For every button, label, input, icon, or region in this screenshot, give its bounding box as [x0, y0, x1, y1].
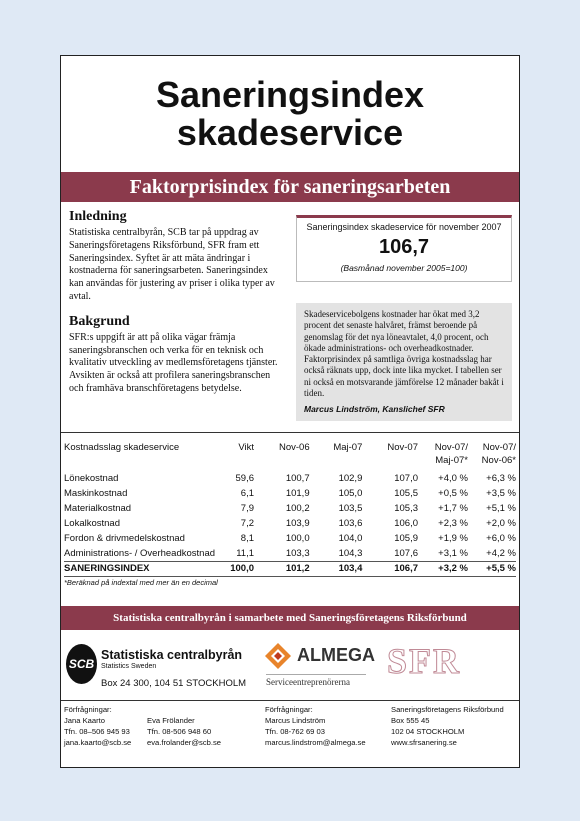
section-text-bakgrund: SFR:s uppgift är att på olika vägar främja saneringsbranschen och verka för en teknisk och kvalitativ utveckling av medlemsföretagens tjänster. Avsikten är också att profilera saneringsbranschen och framhäva branschföretagens betydelse. — [69, 331, 278, 394]
table-cell: Administrations- / Overheadkostnad — [64, 547, 216, 559]
table-cell: 100,0 — [285, 533, 310, 544]
table-cell: 103,6 — [338, 518, 363, 529]
table-cell: 7,2 — [240, 518, 254, 529]
index-box — [296, 215, 512, 282]
scb-english: Statistics Sweden — [101, 663, 157, 670]
table-cell: 103,4 — [310, 561, 363, 576]
contact-phone: Tfn. 08-506 948 60 — [147, 727, 212, 736]
table-cell: 104,0 — [338, 533, 363, 544]
almega-logo-icon — [264, 642, 292, 670]
divider — [61, 700, 519, 701]
collaboration-banner: Statistiska centralbyrån i samarbete med Saneringsföretagens Riksförbund — [61, 606, 519, 630]
table-total-row — [64, 561, 516, 576]
table-cell: 105,5 — [394, 488, 418, 499]
contact-phone: Tfn. 08–506 945 93 — [64, 727, 130, 736]
col-header: Nov-07 — [387, 442, 418, 453]
contact-scb-2 — [147, 715, 221, 748]
table-row — [64, 531, 516, 546]
table-row — [64, 471, 516, 486]
contact-org: Saneringsföretagens Riksförbund — [391, 705, 504, 714]
table-cell: SANERINGSINDEX — [64, 561, 224, 576]
table-cell: 104,3 — [338, 547, 363, 559]
title-line-2: skadeservice — [176, 112, 404, 153]
table-cell: 100,7 — [285, 473, 310, 484]
col-header: Vikt — [238, 442, 254, 453]
contact-web: www.sfrsanering.se — [391, 738, 457, 747]
table-cell: +3,5 % — [486, 488, 516, 499]
table-cell: Lönekostnad — [64, 473, 119, 484]
table-cell: 105,0 — [338, 488, 363, 499]
index-caption: Saneringsindex skadeservice för november 2007 — [306, 222, 502, 232]
almega-sub: Serviceentreprenörerna — [266, 674, 366, 687]
section-banner: Faktorprisindex för saneringsarbeten — [61, 172, 519, 202]
table-cell: +0,5 % — [438, 488, 468, 499]
table-header-row — [64, 441, 516, 471]
table-cell: Maskinkostnad — [64, 488, 128, 499]
table-cell: +4,2 % — [486, 547, 516, 559]
table-cell: +6,0 % — [486, 533, 516, 544]
table-cell: +4,0 % — [438, 473, 468, 484]
section-heading-inledning: Inledning — [69, 209, 127, 224]
contact-email: marcus.lindstrom@almega.se — [265, 738, 366, 747]
table-cell: 102,9 — [338, 473, 363, 484]
quote-signature: Marcus Lindström, Kanslichef SFR — [304, 404, 445, 415]
col-header: Kostnadsslag skadeservice — [64, 442, 180, 453]
scb-name: Statistiska centralbyrån — [101, 648, 243, 662]
table-row — [64, 486, 516, 501]
quote-box — [296, 303, 512, 421]
table-cell: +1,7 % — [438, 503, 468, 514]
table-cell: 6,1 — [240, 488, 254, 499]
contact-sfr — [391, 704, 504, 748]
title-line-1: Saneringsindex — [155, 74, 425, 115]
table-cell: 11,1 — [236, 547, 254, 559]
table-cell: 103,9 — [285, 518, 310, 529]
sfr-logo: SFR — [387, 641, 462, 681]
table-cell: +5,5 % — [468, 561, 516, 576]
almega-name: ALMEGA — [297, 645, 375, 665]
table-row — [64, 546, 516, 561]
table-cell: Lokalkostnad — [64, 518, 120, 529]
scb-address: Box 24 300, 104 51 STOCKHOLM — [101, 678, 247, 689]
col-header: Nov-06 — [278, 442, 310, 453]
table-cell: 103,3 — [285, 547, 310, 559]
table-cell: 100,0 — [224, 561, 254, 576]
section-heading-bakgrund: Bakgrund — [69, 313, 130, 329]
table-cell: 103,5 — [338, 503, 363, 514]
col-header: Nov-07/ Nov-06* — [481, 442, 516, 466]
index-base: (Basmånad november 2005=100) — [340, 263, 468, 273]
contact-box: Box 555 45 — [391, 716, 430, 725]
contact-almega — [265, 704, 366, 748]
logo-row — [61, 638, 519, 698]
table-row — [64, 501, 516, 516]
document-page — [60, 55, 520, 768]
table-cell: 8,1 — [240, 533, 254, 544]
table-cell: +2,3 % — [438, 518, 468, 529]
col-header: Maj-07 — [333, 442, 363, 453]
contact-name: Marcus Lindström — [265, 716, 326, 725]
contact-name: Eva Frölander — [147, 716, 195, 725]
table-cell: Materialkostnad — [64, 503, 132, 514]
quote-text: Skadeservicebolgens kostnader har ökat med 3,2 procent det senaste halvåret, främst beroende på genomslag för det nya löneavtalet, 4,0 procent, och ökade administrations- och overheadkostnader. Faktorprisindex på samtliga övriga kostnadsslag har också räknats upp, dock inte lika mycket. I tabellen ser ni också en motsvarande jämförelse 12 månader bakåt i tiden. — [304, 309, 504, 399]
contact-label: Förfrågningar: — [64, 705, 112, 714]
table-cell: +6,3 % — [486, 473, 516, 484]
table-cell: 107,6 — [394, 547, 418, 559]
table-cell: 105,3 — [394, 503, 418, 514]
table-cell: 106,0 — [394, 518, 418, 529]
table-cell: +2,0 % — [486, 518, 516, 529]
table-cell: +1,9 % — [438, 533, 468, 544]
table-cell: 59,6 — [235, 473, 254, 484]
table-cell: 100,2 — [285, 503, 310, 514]
intro-column — [69, 209, 284, 406]
divider — [61, 432, 519, 433]
section-text-inledning: Statistiska centralbyrån, SCB tar på uppdrag av Saneringsföretagens Riksförbund, SFR fram ett Saneringsindex. Syftet är att mäta ändringar i kostnaderna för saneringsarbeten. Saneringsindex kan användas för justering av priser i olika typer av avtal. — [69, 227, 275, 302]
index-value: 106,7 — [378, 236, 430, 258]
contact-email: eva.frolander@scb.se — [147, 738, 221, 747]
table-footnote: *Beräknad på indextal med mer än en decimal — [64, 578, 218, 587]
contact-city: 102 04 STOCKHOLM — [391, 727, 465, 736]
col-header: Nov-07/ Maj-07* — [434, 442, 468, 466]
contact-name: Jana Kaarto — [64, 716, 105, 725]
contact-label: Förfrågningar: — [265, 705, 313, 714]
table-cell: 101,2 — [254, 561, 310, 576]
scb-logo: SCB — [66, 644, 97, 684]
cost-table — [64, 441, 516, 577]
table-cell: +3,2 % — [418, 561, 468, 576]
contact-phone: Tfn. 08-762 69 03 — [265, 727, 325, 736]
table-cell: 101,9 — [285, 488, 310, 499]
table-row — [64, 516, 516, 531]
table-cell: +5,1 % — [486, 503, 516, 514]
table-cell: Fordon & drivmedelskostnad — [64, 533, 185, 544]
table-cell: 7,9 — [240, 503, 254, 514]
table-cell: 106,7 — [362, 561, 418, 576]
table-cell: 107,0 — [394, 473, 418, 484]
page-title — [61, 76, 519, 152]
contact-email: jana.kaarto@scb.se — [64, 738, 132, 747]
contact-scb — [64, 704, 131, 748]
table-cell: +3,1 % — [438, 547, 468, 559]
table-cell: 105,9 — [394, 533, 418, 544]
